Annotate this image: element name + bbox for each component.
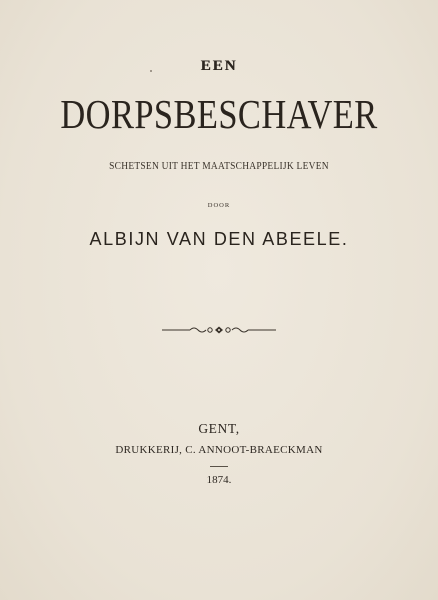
book-subtitle: SCHETSEN UIT HET MAATSCHAPPELIJK LEVEN	[109, 160, 329, 172]
publication-place: GENT,	[198, 421, 240, 436]
ornament-divider-icon	[160, 324, 278, 336]
publication-year: 1874.	[206, 474, 232, 486]
printer-name: DRUKKERIJ, C. ANNOOT-BRAECKMAN	[115, 444, 323, 456]
by-label: DOOR	[207, 202, 231, 209]
pre-title: EEN	[200, 58, 238, 74]
book-title: DORPSBESCHAVER	[60, 91, 378, 137]
author-name: ALBIJN VAN DEN ABEELE.	[89, 229, 349, 249]
short-rule	[210, 466, 228, 467]
